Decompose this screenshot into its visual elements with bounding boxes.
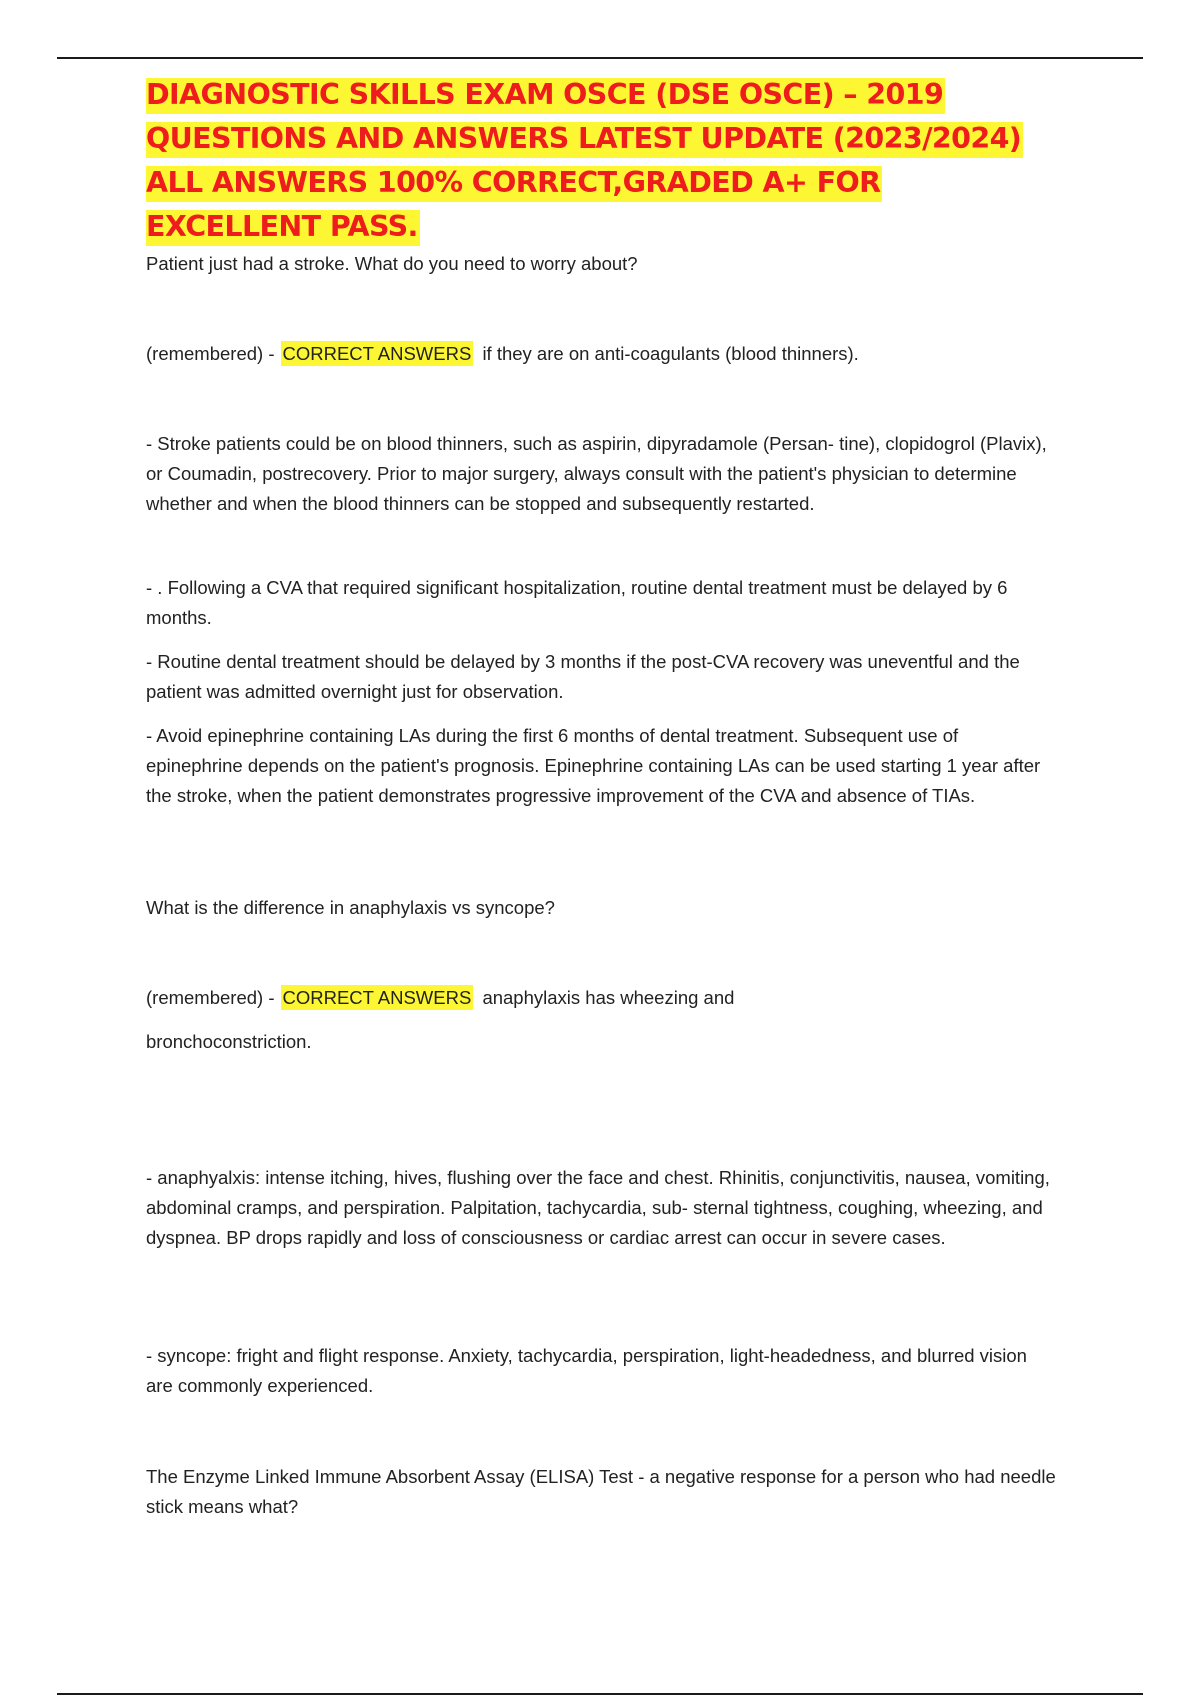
document-body xyxy=(146,73,1056,1517)
top-rule xyxy=(57,57,1143,59)
answer-anaphylaxis-continued: bronchoconstriction. xyxy=(146,1031,312,1052)
answer-prefix: (remembered) - xyxy=(146,987,275,1008)
question-anaphylaxis: What is the difference in anaphylaxis vs syncope? xyxy=(146,897,555,918)
detail-syncope: - syncope: fright and flight response. Anxiety, tachycardia, perspiration, light-headedness, and blurred vision are commonly experienced. xyxy=(146,1345,1027,1396)
correct-answers-badge: CORRECT ANSWERS xyxy=(282,343,472,364)
detail-blood-thinners: - Stroke patients could be on blood thinners, such as aspirin, dipyradamole (Persan- tine), clopidogrol (Plavix), or Coumadin, postrecovery. Prior to major surgery, always consult with the patient's physician to determine whether and when the blood thinners can be stopped and subsequently restarted. xyxy=(146,433,1047,514)
detail-anaphylaxis: - anaphyalxis: intense itching, hives, flushing over the face and chest. Rhinitis, conjunctivitis, nausea, vomiting, abdominal cramps, and perspiration. Palpitation, tachycardia, sub- sternal tightness, coughing, wheezing, and dyspnea. BP drops rapidly and loss of consciousness or cardiac arrest can occur in severe cases. xyxy=(146,1167,1050,1248)
title-highlight: DIAGNOSTIC SKILLS EXAM OSCE (DSE OSCE) – 2019 QUESTIONS AND ANSWERS LATEST UPDATE (2023/2024) ALL ANSWERS 100% CORRECT,GRADED A+ FOR EXCELLENT PASS. xyxy=(146,78,1023,246)
answer-text: if they are on anti-coagulants (blood thinners). xyxy=(482,343,859,364)
correct-answers-badge: CORRECT ANSWERS xyxy=(282,987,472,1008)
answer-anaphylaxis xyxy=(146,983,1056,1013)
question-elisa: The Enzyme Linked Immune Absorbent Assay (ELISA) Test - a negative response for a person who had needle stick means what? xyxy=(146,1466,1056,1517)
question-stroke: Patient just had a stroke. What do you need to worry about? xyxy=(146,253,638,274)
detail-uneventful-recovery: - Routine dental treatment should be delayed by 3 months if the post-CVA recovery was uneventful and the patient was admitted overnight just for observation. xyxy=(146,651,1020,702)
answer-prefix: (remembered) - xyxy=(146,343,275,364)
answer-stroke xyxy=(146,339,1056,369)
answer-text: anaphylaxis has wheezing and xyxy=(482,987,735,1008)
document-title xyxy=(146,73,1056,249)
detail-epinephrine: - Avoid epinephrine containing LAs during the first 6 months of dental treatment. Subsequent use of epinephrine depends on the patient's prognosis. Epinephrine containing LAs can be used starting 1 year after the stroke, when the patient demonstrates progressive improvement of the CVA and absence of TIAs. xyxy=(146,725,1041,806)
bottom-rule xyxy=(57,1693,1143,1695)
detail-cva-hospitalization: - . Following a CVA that required significant hospitalization, routine dental treatment must be delayed by 6 months. xyxy=(146,577,1008,628)
